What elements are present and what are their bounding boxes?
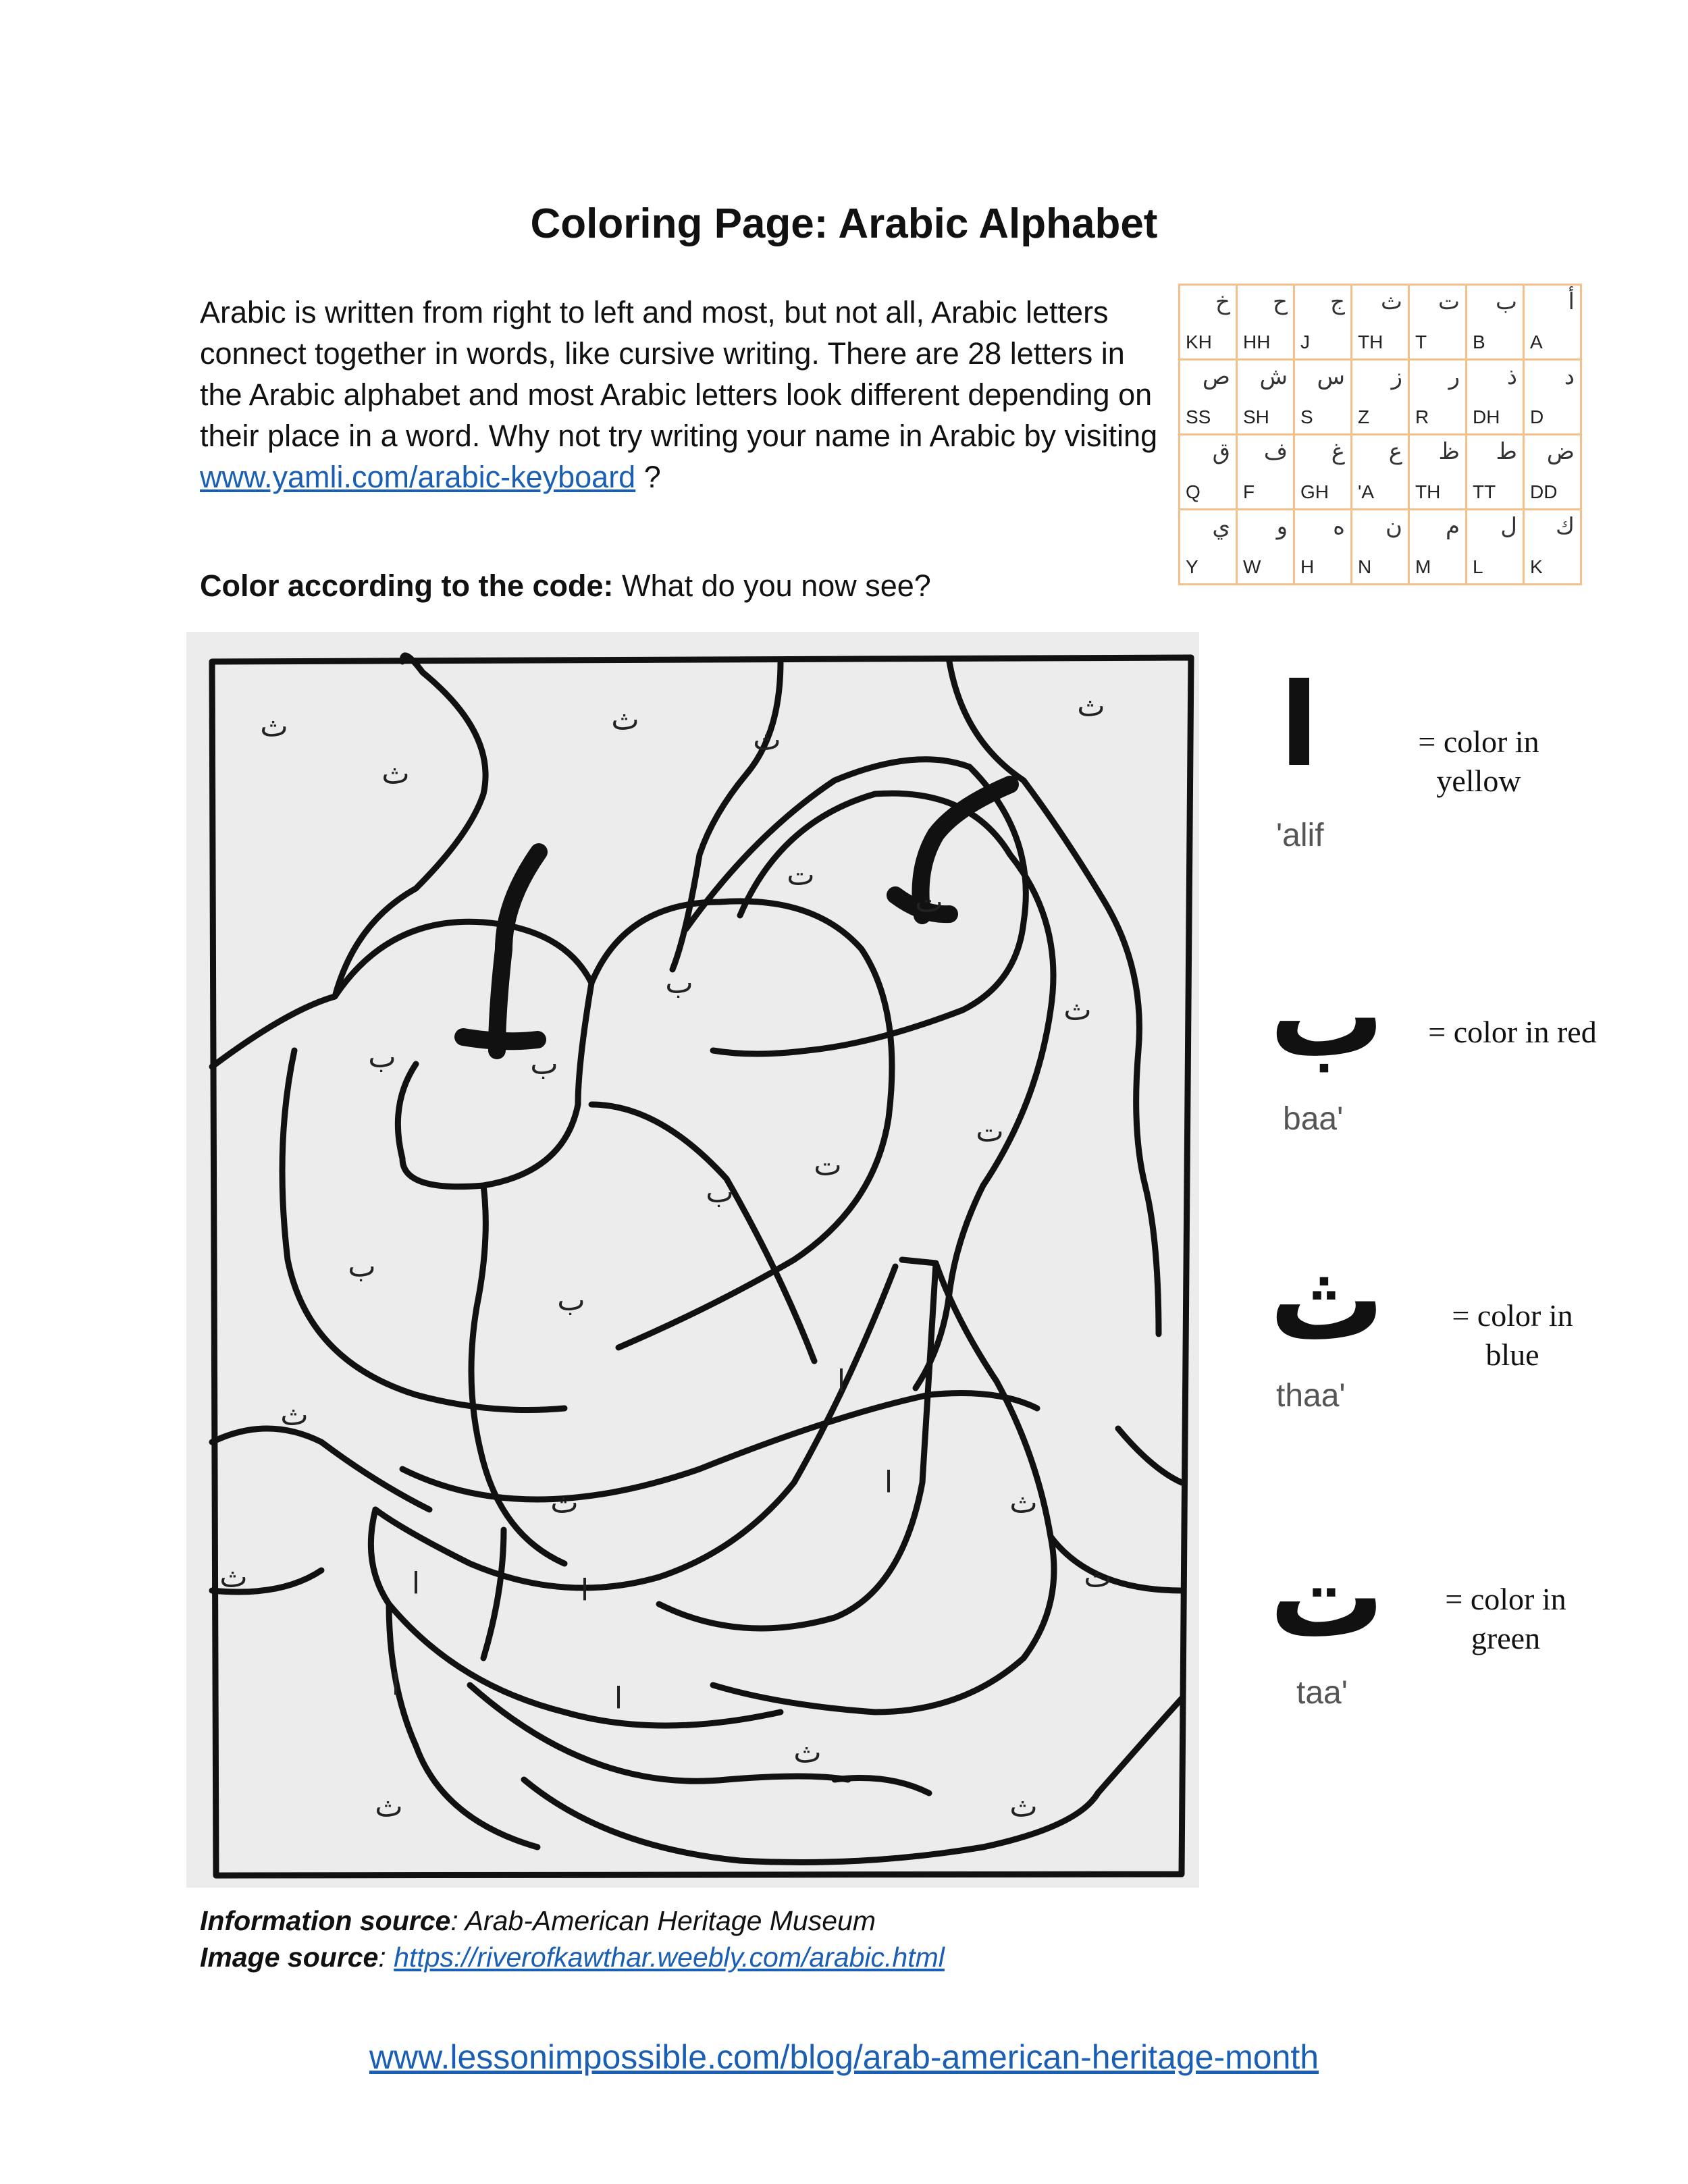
image-source-link[interactable]: https://riverofkawthar.weebly.com/arabic.html [394, 1942, 945, 1973]
stem-left-tip [463, 1037, 537, 1041]
arabic-letter: ج [1330, 288, 1345, 315]
color-code-instruction [200, 568, 931, 604]
alphabet-cell [1294, 510, 1352, 585]
alphabet-cell [1524, 435, 1581, 510]
alphabet-row [1180, 360, 1581, 435]
alphabet-cell [1467, 435, 1524, 510]
key-letter-name: taa' [1296, 1675, 1348, 1711]
transliteration: TH [1415, 481, 1441, 502]
arabic-letter: ط [1496, 438, 1517, 465]
glyph-alif: ا [580, 1573, 589, 1608]
alphabet-cell [1524, 510, 1581, 585]
glyph-alif: ا [614, 1681, 623, 1716]
key-color-description: = color in green [1445, 1582, 1566, 1655]
glyph-thaa: ث [1084, 1560, 1112, 1595]
alphabet-cell [1237, 510, 1294, 585]
alphabet-cell [1352, 360, 1409, 435]
image-source-label: Image source [200, 1942, 379, 1973]
transliteration: SH [1243, 406, 1269, 427]
glyph-thaa: ث [375, 1789, 403, 1824]
alphabet-cell [1237, 285, 1294, 360]
intro-after: ? [643, 460, 661, 494]
alphabet-cell [1352, 285, 1409, 360]
coloring-outline [186, 632, 1199, 1888]
page-title: Coloring Page: Arabic Alphabet [530, 201, 1158, 247]
arabic-letter: غ [1331, 438, 1345, 465]
glyph-thaa: ث [550, 1485, 579, 1520]
transliteration: R [1415, 406, 1429, 427]
glyph-thaa: ث [260, 709, 288, 744]
arabic-letter: ك [1555, 513, 1575, 540]
arabic-letter: و [1276, 513, 1288, 540]
glyph-taa: ت [787, 857, 815, 893]
arabic-letter: ن [1386, 513, 1402, 540]
transliteration: N [1358, 556, 1372, 577]
arabic-letter: د [1564, 363, 1575, 390]
arabic-letter: خ [1215, 288, 1230, 315]
alphabet-cell [1467, 285, 1524, 360]
arabic-letter: ب [1495, 288, 1517, 315]
transliteration: B [1473, 331, 1485, 352]
alphabet-cell [1524, 285, 1581, 360]
transliteration: W [1243, 556, 1261, 577]
info-source-label: Information source [200, 1905, 451, 1936]
glyph-thaa: ث [611, 702, 639, 737]
glyph-taa: ت [814, 1148, 842, 1183]
transliteration: T [1415, 331, 1427, 352]
arabic-letter: ه [1333, 513, 1345, 540]
glyph-baa: ب [368, 1040, 396, 1075]
glyph-baa: ب [665, 965, 693, 1001]
key-letter: ت [1269, 1530, 1385, 1663]
transliteration: TT [1473, 481, 1496, 502]
alphabet-cell [1180, 285, 1237, 360]
glyph-alif: ا [391, 1668, 400, 1703]
yamli-link[interactable]: www.yamli.com/arabic-keyboard [200, 460, 636, 494]
glyph-thaa: ث [381, 756, 410, 791]
arabic-letter: أ [1568, 288, 1575, 315]
arabic-letter: ي [1212, 513, 1230, 540]
glyph-baa: ب [348, 1249, 376, 1284]
arabic-letter: ف [1263, 438, 1288, 465]
arabic-letter: ح [1273, 288, 1288, 315]
key-color-description: = color in yellow [1418, 724, 1539, 798]
glyph-thaa: ث [219, 1560, 248, 1595]
transliteration: Q [1186, 481, 1201, 502]
arabic-letter: ث [1380, 288, 1402, 315]
transliteration: SS [1186, 406, 1211, 427]
transliteration: D [1530, 406, 1544, 427]
glyph-alif: ا [884, 1465, 893, 1500]
alphabet-cell [1180, 360, 1237, 435]
alphabet-cell [1409, 510, 1467, 585]
transliteration: F [1243, 481, 1255, 502]
alphabet-row [1180, 510, 1581, 585]
key-letter: ا [1280, 659, 1319, 793]
glyph-baa: ب [557, 1283, 585, 1318]
information-source [200, 1905, 876, 1937]
arabic-letter: ز [1391, 363, 1402, 390]
glyph-thaa: ث [1077, 689, 1105, 724]
arabic-letter: س [1317, 363, 1345, 390]
key-letter-name: thaa' [1276, 1378, 1346, 1414]
key-letter-name: 'alif [1276, 818, 1324, 853]
glyph-taa: ت [976, 1114, 1004, 1149]
glyph-thaa: ث [753, 722, 781, 757]
key-letter: ب [1269, 949, 1385, 1083]
arabic-letter: ق [1212, 438, 1230, 465]
arabic-letter: ش [1259, 363, 1288, 390]
glyph-thaa: ث [793, 1735, 822, 1770]
footer-link[interactable]: www.lessonimpossible.com/blog/arab-american-heritage-month [369, 2038, 1319, 2076]
glyph-thaa: ث [280, 1397, 309, 1433]
alphabet-cell [1409, 360, 1467, 435]
transliteration: S [1300, 406, 1313, 427]
alphabet-cell [1409, 435, 1467, 510]
glyph-thaa: ث [1009, 1485, 1038, 1520]
arabic-letter: ل [1500, 513, 1517, 540]
arabic-letter: ص [1202, 363, 1230, 390]
arabic-letter: ت [1438, 288, 1460, 315]
glyph-alif: ا [411, 1566, 421, 1601]
transliteration: H [1300, 556, 1315, 577]
arabic-letter: ظ [1438, 438, 1460, 465]
image-source [200, 1942, 945, 1973]
transliteration: DH [1473, 406, 1500, 427]
alphabet-cell [1294, 360, 1352, 435]
alphabet-cell [1294, 435, 1352, 510]
alphabet-cell [1467, 510, 1524, 585]
glyph-thaa: ث [1009, 1789, 1038, 1824]
arabic-letter: م [1445, 513, 1460, 540]
transliteration: TH [1358, 331, 1383, 352]
code-line-rest: What do you now see? [613, 568, 931, 603]
glyph-baa: ب [706, 1175, 734, 1210]
transliteration: A [1530, 331, 1543, 352]
alphabet-cell [1524, 360, 1581, 435]
transliteration: DD [1530, 481, 1558, 502]
arabic-letter: ذ [1506, 363, 1517, 390]
intro-text: Arabic is written from right to left and most, but not all, Arabic letters connect together in words, like cursive writing. There are 28 letters in the Arabic alphabet and most Arabic letters look different depending on their place in a word. Why not try writing your name in Arabic by visiting [200, 295, 1158, 453]
image-source-sep: : [378, 1942, 394, 1973]
alphabet-cell [1180, 435, 1237, 510]
transliteration: 'A [1358, 481, 1375, 502]
transliteration: J [1300, 331, 1310, 352]
coloring-picture [186, 632, 1199, 1888]
glyph-taa: ت [915, 884, 943, 920]
transliteration: L [1473, 556, 1483, 577]
transliteration: Y [1186, 556, 1198, 577]
alphabet-cell [1294, 285, 1352, 360]
arabic-alphabet-table [1178, 284, 1582, 585]
transliteration: KH [1186, 331, 1212, 352]
transliteration: M [1415, 556, 1431, 577]
intro-paragraph [200, 292, 1159, 498]
alphabet-row [1180, 435, 1581, 510]
info-source-value: : Arab-American Heritage Museum [450, 1905, 876, 1936]
arabic-letter: ض [1546, 438, 1575, 465]
stem-left [497, 852, 539, 1050]
key-letter-name: baa' [1283, 1101, 1344, 1137]
glyph-thaa: ث [1063, 992, 1092, 1028]
transliteration: Z [1358, 406, 1370, 427]
alphabet-row [1180, 285, 1581, 360]
transliteration: K [1530, 556, 1543, 577]
alphabet-cell [1352, 435, 1409, 510]
alphabet-cell [1409, 285, 1467, 360]
alphabet-cell [1180, 510, 1237, 585]
code-line-bold: Color according to the code: [200, 568, 614, 603]
glyph-alif: ا [837, 1364, 846, 1399]
transliteration: HH [1243, 331, 1271, 352]
key-color-description: = color in blue [1452, 1298, 1573, 1372]
transliteration: GH [1300, 481, 1329, 502]
alphabet-cell [1467, 360, 1524, 435]
key-letter: ث [1269, 1233, 1385, 1366]
alphabet-cell [1237, 360, 1294, 435]
arabic-letter: ر [1448, 363, 1460, 390]
alphabet-cell [1352, 510, 1409, 585]
key-color-description: = color in red [1428, 1015, 1597, 1049]
alphabet-cell [1237, 435, 1294, 510]
glyph-baa: ب [530, 1046, 558, 1082]
footer-link-container [0, 2037, 1688, 2077]
arabic-letter: ع [1388, 438, 1402, 465]
